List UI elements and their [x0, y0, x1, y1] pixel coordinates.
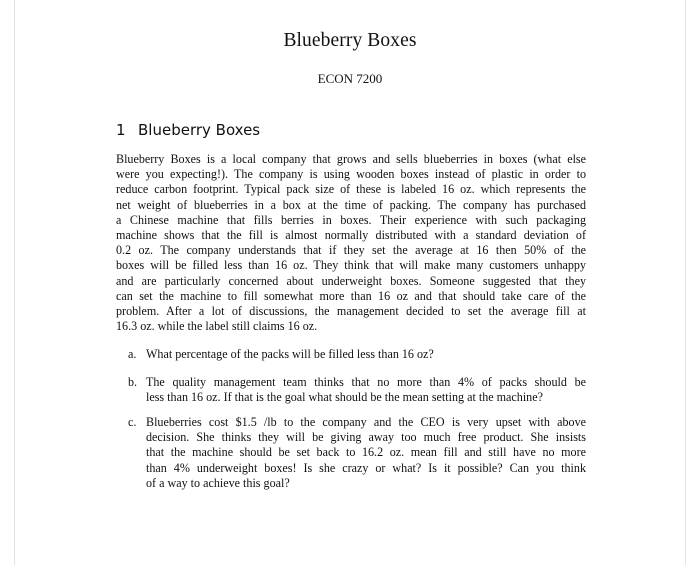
question-line: less than 16 oz. If that is the goal what should be the mean setting at the machine?	[146, 390, 543, 405]
question-line: The quality management team thinks that no more than 4% of packs should be	[146, 375, 586, 389]
section-number: 1	[116, 121, 126, 139]
question-line: that the machine should be set back to 16.2 oz. mean fill and still have no more	[146, 445, 586, 460]
question-b	[128, 375, 586, 405]
paragraph-line: and are particularly concerned about underweight boxes. Someone suggested that they	[116, 273, 586, 288]
question-item	[128, 375, 586, 405]
question-c	[128, 415, 586, 491]
paragraph-line: machine shows that the fill is almost normally distributed with a standard deviation of	[116, 228, 586, 243]
section-title: Blueberry Boxes	[138, 121, 261, 139]
document-title: Blueberry Boxes	[283, 30, 417, 51]
paragraph-line: net weight of blueberries in a box at the time of packing. The company has purchased	[116, 197, 586, 212]
question-marker: a.	[128, 347, 137, 361]
paragraph-line: 16.3 oz. while the label still claims 16 oz.	[116, 319, 318, 334]
question-line: Blueberries cost $1.5 /lb to the company and the CEO is very upset with above	[146, 415, 586, 429]
question-item	[128, 415, 586, 491]
question-marker: b.	[128, 375, 138, 389]
paragraph-line: Blueberry Boxes is a local company that grows and sells blueberries in boxes (what else	[116, 152, 586, 166]
question-line: of a way to achieve this goal?	[146, 475, 290, 490]
paragraph-line: a Chinese machine that fills berries in boxes. Their experience with such packaging	[116, 212, 586, 227]
question-marker: c.	[128, 415, 137, 429]
paragraph-line: 0.2 oz. The company understands that if they set the average at 16 then 50% of the	[116, 243, 586, 258]
question-a	[128, 347, 586, 362]
question-item	[128, 347, 586, 362]
question-line: than 4% underweight boxes! Is she crazy or what? Is it possible? Can you think	[146, 460, 586, 475]
problem-paragraph	[116, 152, 586, 334]
section-heading	[116, 121, 260, 139]
question-line: decision. She thinks they will be giving away too much free product. She insists	[146, 430, 586, 445]
question-line: What percentage of the packs will be filled less than 16 oz?	[146, 347, 434, 361]
paragraph-line: problem. After a lot of discussions, the management decided to set the average fill at	[116, 304, 586, 319]
paragraph-line: reduce carbon footprint. Typical pack size of these is labeled 16 oz. which represents the	[116, 182, 586, 197]
paragraph-line: can set the machine to fill somewhat more than 16 oz and that should take care of the	[116, 288, 586, 303]
paragraph-line: were you expecting!). The company is using wooden boxes instead of plastic in order to	[116, 167, 586, 182]
paragraph-line: boxes will be filled less than 16 oz. They think that will make many customers unhappy	[116, 258, 586, 273]
course-code: ECON 7200	[317, 71, 383, 86]
